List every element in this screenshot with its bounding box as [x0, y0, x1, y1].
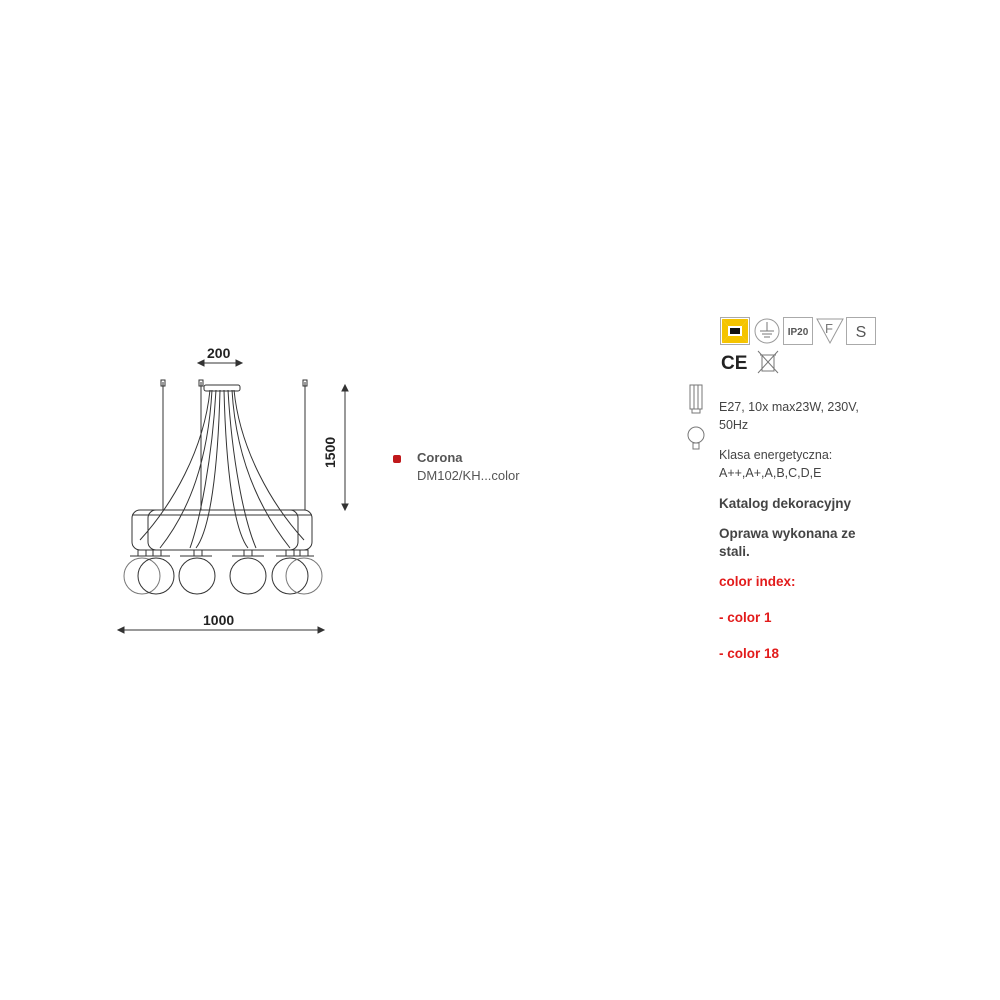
catalog-label: Katalog dekoracyjny [719, 496, 852, 511]
ip20-text: IP20 [787, 327, 809, 338]
socket-spec-line2: 50Hz [719, 418, 749, 432]
globe-4 [230, 558, 266, 594]
lamp-technical-drawing [100, 330, 360, 650]
color-index-label: color index: [719, 574, 796, 589]
dimension-1000-label: 1000 [203, 612, 235, 628]
globe-5 [272, 558, 308, 594]
incandescent-bulb-icon [688, 427, 704, 449]
product-bullet-icon [393, 455, 401, 463]
energy-saving-bulb-icon [690, 385, 702, 413]
energy-class-label: Klasa energetyczna: [719, 448, 833, 462]
ce-mark-text: CE [721, 353, 748, 374]
material-line2: stali. [719, 544, 750, 559]
product-name: Corona [417, 450, 463, 465]
earth-ground-icon [752, 317, 782, 345]
color-18-item: - color 18 [719, 646, 780, 661]
dim-200-arrow-right [236, 360, 242, 366]
globe-6 [286, 558, 322, 594]
f-mark-icon [815, 317, 845, 345]
dimension-1500-label: 1500 [322, 436, 338, 468]
dimension-200-label: 200 [207, 345, 231, 361]
bulb-icons [684, 383, 708, 458]
color-1-item: - color 1 [719, 610, 772, 625]
dim-200-arrow-left [198, 360, 204, 366]
product-code: DM102/KH...color [417, 468, 520, 483]
certification-icons [720, 317, 880, 377]
s-mark-icon [846, 317, 876, 345]
socket-spec-line1: E27, 10x max23W, 230V, [719, 400, 859, 414]
globe-2 [138, 558, 174, 594]
weee-bin-icon [756, 349, 780, 375]
specifications [719, 398, 919, 663]
globe-3 [179, 558, 215, 594]
f-mark-text: F [825, 321, 833, 336]
ceiling-canopy [204, 385, 240, 391]
ce-mark-icon [720, 349, 750, 375]
frame-inner [148, 510, 298, 550]
ip20-icon [783, 317, 813, 345]
energy-class-values: A++,A+,A,B,C,D,E [719, 466, 822, 480]
globe-1 [124, 558, 160, 594]
material-line1: Oprawa wykonana ze [719, 526, 856, 541]
indoor-lighting-icon [720, 317, 750, 345]
s-mark-text: S [855, 324, 867, 341]
